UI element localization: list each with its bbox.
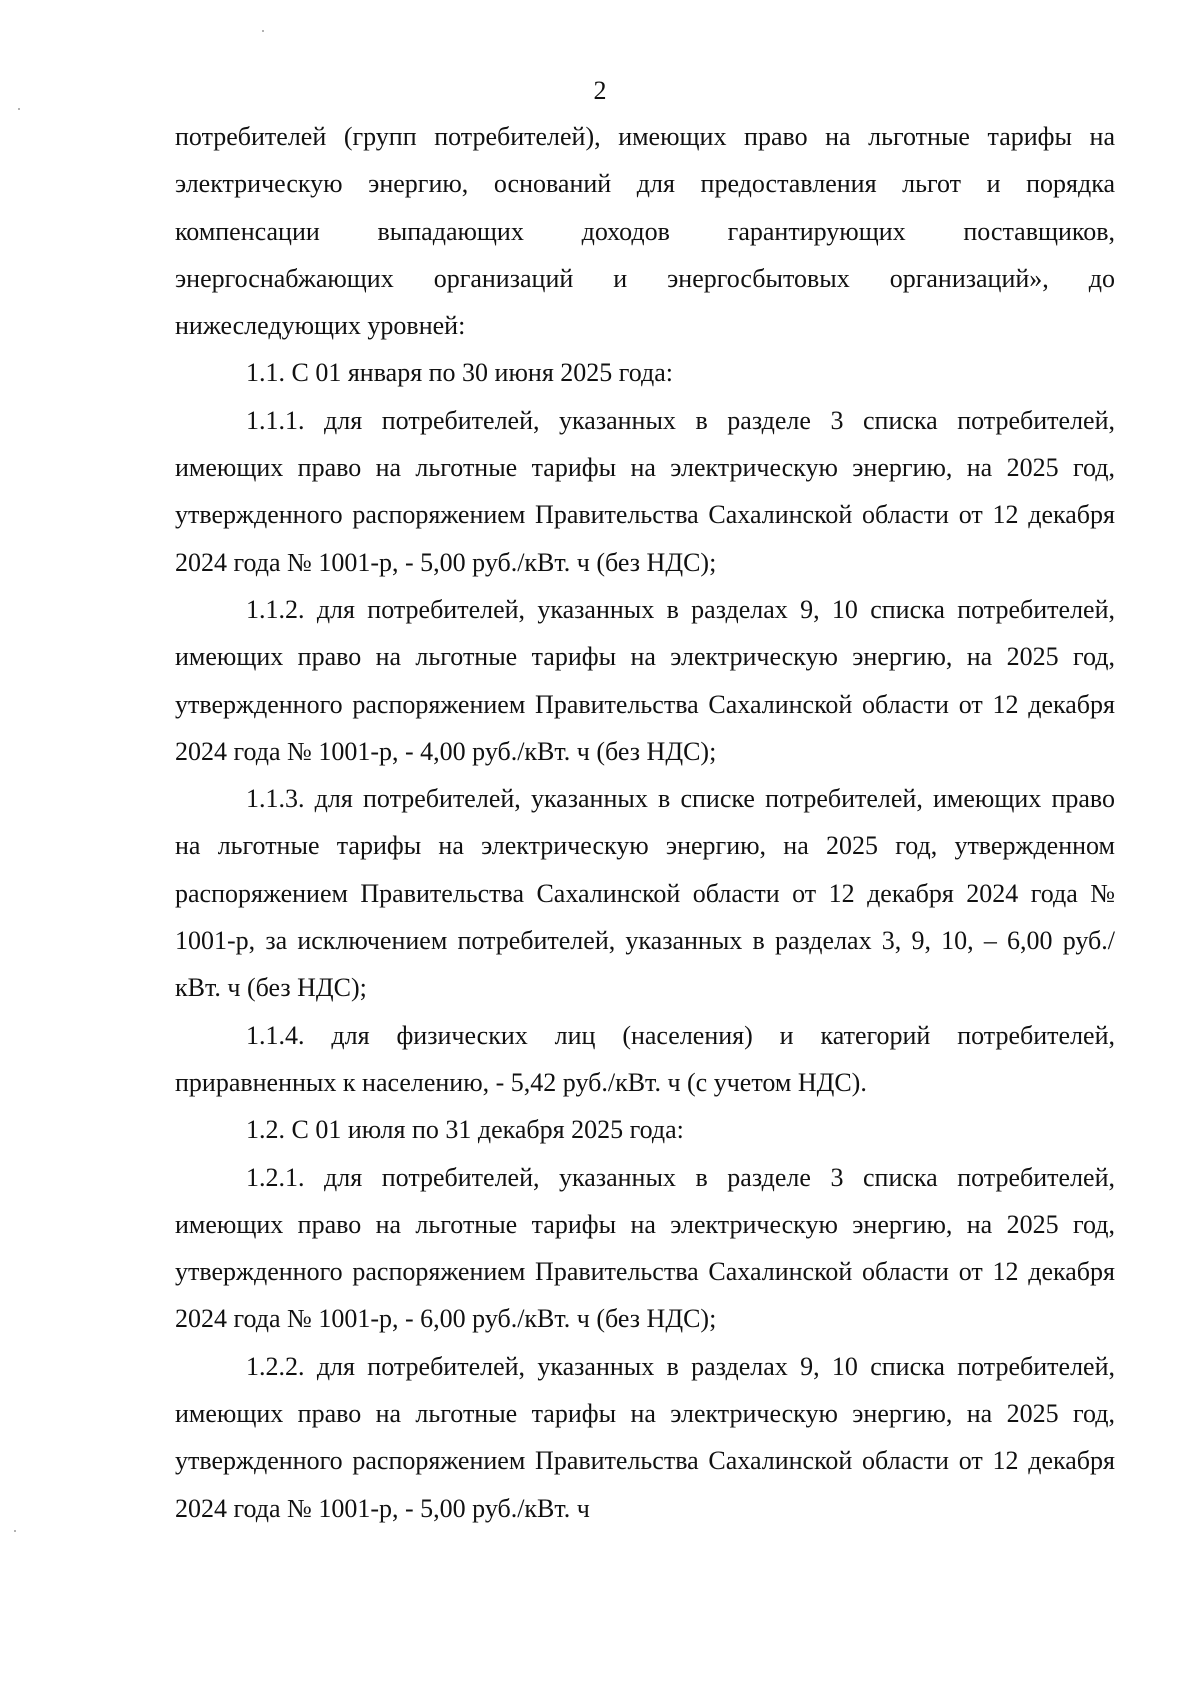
section-1-2-heading: 1.2. С 01 июля по 31 декабря 2025 года: <box>246 1115 684 1145</box>
clause-1-1-4: 1.1.4. для физических лиц (населения) и категорий потребителей, приравненных к населению, - 5,42 руб./кВт. ч (с учетом НДС). <box>175 1020 1115 1097</box>
clause-1-2-1: 1.2.1. для потребителей, указанных в разделе 3 списка потребителей, имеющих право на льготные тарифы на электрическую энергию, на 2025 год, утвержденного распоряжением Правительства Сахалинской области от 12 декабря 2024 года № 1001-р, - 6,00 руб./кВт. ч (без НДС); <box>175 1162 1115 1334</box>
paragraph-continuation: потребителей (групп потребителей), имеющих право на льготные тарифы на электрическую энергию, оснований для предоставления льгот и порядка компенсации выпадающих доходов гарантирующих поставщиков, энергоснабжающих организаций и энергосбытовых организаций», до нижеследующих уровней: <box>175 122 1115 341</box>
document-body <box>175 113 1115 1532</box>
section-1-1-heading: 1.1. С 01 января по 30 июня 2025 года: <box>246 358 674 388</box>
scan-speck <box>14 1530 16 1532</box>
clause-1-1-1: 1.1.1. для потребителей, указанных в разделе 3 списка потребителей, имеющих право на льготные тарифы на электрическую энергию, на 2025 год, утвержденного распоряжением Правительства Сахалинской области от 12 декабря 2024 года № 1001-р, - 5,00 руб./кВт. ч (без НДС); <box>175 405 1115 577</box>
clause-1-1-2: 1.1.2. для потребителей, указанных в разделах 9, 10 списка потребителей, имеющих право на льготные тарифы на электрическую энергию, на 2025 год, утвержденного распоряжением Правительства Сахалинской области от 12 декабря 2024 года № 1001-р, - 4,00 руб./кВт. ч (без НДС); <box>175 594 1115 766</box>
clause-1-1-3: 1.1.3. для потребителей, указанных в списке потребителей, имеющих право на льготные тарифы на электрическую энергию, на 2025 год, утвержденном распоряжением Правительства Сахалинской области от 12 декабря 2024 года № 1001-р, за исключением потребителей, указанных в разделах 3, 9, 10, – 6,00 руб./кВт. ч (без НДС); <box>175 784 1115 1003</box>
clause-1-2-2: 1.2.2. для потребителей, указанных в разделах 9, 10 списка потребителей, имеющих право на льготные тарифы на электрическую энергию, на 2025 год, утвержденного распоряжением Правительства Сахалинской области от 12 декабря 2024 года № 1001-р, - 5,00 руб./кВт. ч <box>175 1351 1115 1523</box>
scan-speck <box>262 30 264 32</box>
scan-speck <box>18 108 20 110</box>
page-number: 2 <box>593 76 607 105</box>
